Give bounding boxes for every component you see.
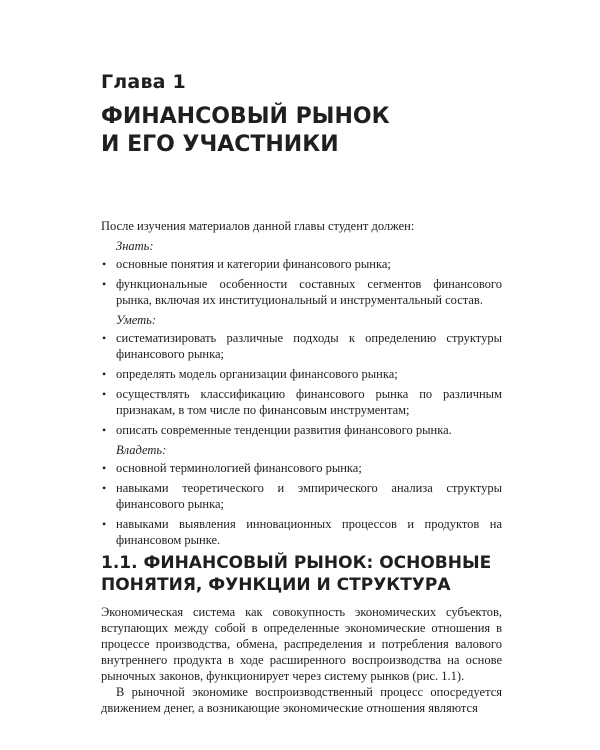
- list-item: • определять модель организации финансового рынка;: [101, 366, 502, 382]
- list-item: • основные понятия и категории финансового рынка;: [101, 256, 502, 272]
- intro-lead: После изучения материалов данной главы студент должен:: [101, 219, 415, 233]
- list-item: • основной терминологией финансового рынка;: [101, 460, 502, 476]
- chapter-label: Глава 1: [101, 71, 186, 93]
- list-item: • осуществлять классификацию финансового рынка по различным признакам, в том числе по финансовым инструментам;: [101, 386, 502, 418]
- section-title-line: 1.1. ФИНАНСОВЫЙ РЫНОК: ОСНОВНЫЕ: [101, 553, 492, 573]
- list-item: • навыками теоретического и эмпирического анализа структуры финансового рынка;: [101, 480, 502, 512]
- section-body: [101, 604, 502, 716]
- can-heading: Уметь:: [116, 313, 157, 327]
- list-item: • функциональные особенности составных сегментов финансового рынка, включая их институциональный и инструментальный состав.: [101, 276, 502, 308]
- master-heading: Владеть:: [116, 443, 167, 457]
- section-title-line: ПОНЯТИЯ, ФУНКЦИИ И СТРУКТУРА: [101, 575, 451, 595]
- paragraph: Экономическая система как совокупность экономических субъектов, вступающих между собой в определенные экономические отношения в процессе производства, обмена, распределения и потребления валового внутреннего продукта в ходе расширенного воспроизводства на основе рыночных законов, функционирует через систему рынков (рис. 1.1).: [101, 605, 502, 683]
- chapter-title: [101, 103, 390, 159]
- chapter-title-line: И ЕГО УЧАСТНИКИ: [101, 132, 339, 157]
- can-list: [101, 330, 502, 438]
- section-title: [101, 552, 502, 596]
- list-item: • систематизировать различные подходы к определению структуры финансового рынка;: [101, 330, 502, 362]
- list-item: • навыками выявления инновационных процессов и продуктов на финансовом рынке.: [101, 516, 502, 548]
- paragraph: В рыночной экономике воспроизводственный процесс опосредуется движением денег, а возникающие экономические отношения являются: [101, 685, 502, 715]
- learning-outcomes: [101, 218, 502, 552]
- chapter-title-line: ФИНАНСОВЫЙ РЫНОК: [101, 104, 390, 129]
- know-list: [101, 256, 502, 308]
- know-heading: Знать:: [116, 239, 154, 253]
- master-list: [101, 460, 502, 548]
- list-item: • описать современные тенденции развития финансового рынка.: [101, 422, 502, 438]
